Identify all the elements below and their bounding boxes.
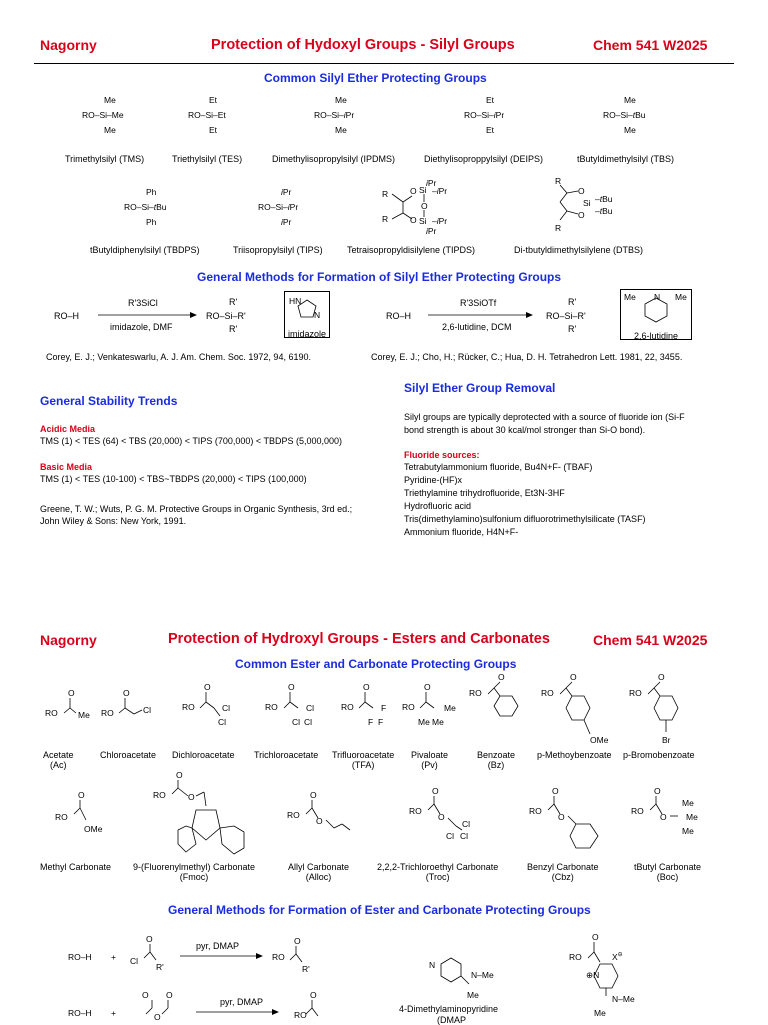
- removal-text-line1: Silyl groups are typically deprotected with a source of fluoride ion (Si-F: [404, 412, 685, 422]
- removal-heading: Silyl Ether Group Removal: [404, 381, 556, 395]
- acidic-label: Acidic Media: [40, 424, 96, 434]
- svg-text:Cl: Cl: [460, 831, 469, 841]
- svg-text:Me: Me: [624, 292, 636, 302]
- svg-text:O: O: [123, 688, 130, 698]
- basic-label: Basic Media: [40, 462, 93, 472]
- svg-text:RO: RO: [55, 812, 68, 822]
- svg-text:RO: RO: [287, 810, 300, 820]
- svg-text:+: +: [111, 952, 116, 962]
- svg-text:O: O: [421, 201, 428, 211]
- svg-text:O: O: [424, 682, 431, 692]
- rxn2-reagent: R'3SiOTf: [460, 298, 497, 308]
- ester-label-pivaloate: Pivaloate (Pv): [411, 750, 449, 770]
- page1-course: Chem 541 W2025: [593, 37, 708, 53]
- svg-text:Me: Me: [418, 717, 430, 727]
- svg-text:O: O: [166, 990, 173, 1000]
- imidazole-box: [284, 291, 330, 338]
- svg-text:O: O: [288, 682, 295, 692]
- svg-text:–tBu: –tBu: [595, 194, 613, 204]
- rxn2-prod-r-top: R': [568, 297, 577, 307]
- svg-text:Ph: Ph: [146, 217, 157, 227]
- fluoride-source-1: Tetrabutylammonium fluoride, Bu4N+F- (TBAF): [404, 462, 593, 472]
- page2-common-heading: Common Ester and Carbonate Protecting Groups: [235, 657, 517, 671]
- svg-text:O: O: [660, 812, 667, 822]
- ester-label-p-methoxybenzoate: p-Methoybenzoate: [537, 750, 612, 760]
- svg-text:O: O: [578, 210, 585, 220]
- silyl-structures-svg: [0, 90, 768, 250]
- svg-text:RO: RO: [469, 688, 482, 698]
- svg-text:Cl: Cl: [130, 956, 139, 966]
- svg-text:Cl: Cl: [292, 717, 301, 727]
- svg-text:iPr: iPr: [281, 217, 292, 227]
- svg-text:iPr: iPr: [426, 178, 437, 188]
- tips-structure: [258, 187, 298, 227]
- carbonate-label-cbz: Benzyl Carbonate (Cbz): [527, 862, 599, 882]
- lutidine-ring-icon: [621, 290, 691, 326]
- basic-trend: TMS (1) < TES (10-100) < TBS~TBDPS (20,000) < TIPS (100,000): [40, 474, 307, 484]
- svg-text:Me: Me: [682, 826, 694, 836]
- page1-title: Protection of Hydoxyl Groups - Silyl Groups: [211, 37, 515, 53]
- svg-text:Br: Br: [662, 735, 671, 745]
- svg-text:R': R': [302, 964, 310, 974]
- svg-text:O: O: [654, 786, 661, 796]
- svg-text:O: O: [310, 790, 317, 800]
- svg-text:R': R': [156, 962, 164, 972]
- svg-text:⊕N: ⊕N: [586, 970, 600, 980]
- silyl-label-ipdms: Dimethylisopropylsilyl (IPDMS): [272, 154, 396, 164]
- imidazole-label: imidazole: [287, 329, 327, 339]
- svg-text:Me: Me: [594, 1008, 606, 1018]
- fluoride-source-2: Pyridine-(HF)x: [404, 475, 463, 485]
- svg-text:Si: Si: [419, 216, 427, 226]
- svg-text:O: O: [204, 682, 211, 692]
- rxn2-arrow: [428, 310, 534, 320]
- tes-structure: [188, 95, 226, 135]
- rxn-a-arrowhead: [256, 953, 263, 959]
- rxn1-prod-r-top: R': [229, 297, 238, 307]
- dtbs-structure: [560, 185, 578, 220]
- lutidine-label: 2,6-lutidine: [633, 331, 679, 341]
- svg-text:OMe: OMe: [84, 824, 103, 834]
- svg-text:RO–Si–tBu: RO–Si–tBu: [603, 110, 646, 120]
- ester-label-trichloroacetate: Trichloroacetate: [254, 750, 319, 760]
- svg-text:O: O: [410, 186, 417, 196]
- rxn1-reagent: R'3SiCl: [128, 298, 158, 308]
- svg-text:F: F: [381, 703, 387, 713]
- fluoride-source-3: Triethylamine trihydrofluoride, Et3N-3HF: [404, 488, 565, 498]
- svg-text:Me: Me: [624, 95, 636, 105]
- svg-text:O: O: [68, 688, 75, 698]
- stability-heading: General Stability Trends: [40, 394, 178, 408]
- svg-text:X⊖: X⊖: [612, 952, 623, 962]
- svg-text:Cl: Cl: [218, 717, 227, 727]
- svg-text:F: F: [378, 717, 384, 727]
- carbonate-label-fmoc: 9-(Fluorenylmethyl) Carbonate (Fmoc): [133, 862, 256, 882]
- svg-text:O: O: [142, 990, 149, 1000]
- imidazole-ring-icon: [285, 292, 329, 324]
- fluoride-source-6: Ammonium fluoride, H4N+F-: [404, 527, 519, 537]
- svg-text:N–Me: N–Me: [471, 970, 494, 980]
- silyl-label-tips: Triisopropylsilyl (TIPS): [233, 245, 323, 255]
- removal-text-line2: bond strength is about 30 kcal/mol stronger than Si-O bond).: [404, 425, 646, 435]
- ester-label-dichloroacetate: Dichloroacetate: [172, 750, 235, 760]
- svg-text:R: R: [555, 176, 562, 186]
- svg-text:RO–Si–iPr: RO–Si–iPr: [314, 110, 355, 120]
- svg-text:O: O: [188, 792, 195, 802]
- svg-text:RO: RO: [294, 1010, 307, 1020]
- silyl-label-tbdps: tButyldiphenylsilyl (TBDPS): [90, 245, 200, 255]
- svg-text:iPr: iPr: [426, 226, 437, 236]
- svg-text:Me: Me: [444, 703, 456, 713]
- rxn1-arrow: [98, 310, 198, 320]
- ref-corey-1981: Corey, E. J.; Cho, H.; Rücker, C.; Hua, D. H. Tetrahedron Lett. 1981, 22, 3455.: [371, 352, 683, 362]
- tms-structure: [82, 95, 124, 135]
- rxn-b-arrowhead: [272, 1009, 279, 1015]
- svg-text:O: O: [552, 786, 559, 796]
- ester-label-trifluoroacetate: Trifluoroacetate (TFA): [332, 750, 395, 770]
- svg-text:Cl: Cl: [462, 819, 471, 829]
- svg-text:RO: RO: [629, 688, 642, 698]
- ester-label-benzoate: Benzoate (Bz): [477, 750, 516, 770]
- svg-text:RO–Si–iPr: RO–Si–iPr: [258, 202, 299, 212]
- silyl-label-tipds: Tetraisopropyldisilylene (TIPDS): [347, 245, 476, 255]
- page2-author: Nagorny: [40, 632, 97, 648]
- svg-text:RO–Si–iPr: RO–Si–iPr: [464, 110, 505, 120]
- svg-text:Me: Me: [467, 990, 479, 1000]
- svg-text:RO–Si–Me: RO–Si–Me: [82, 110, 124, 120]
- fluoride-source-5: Tris(dimethylamino)sulfonium difluorotrimethylsilicate (TASF): [404, 514, 646, 524]
- svg-text:O: O: [558, 812, 565, 822]
- rxn2-prod-r-bottom: R': [568, 324, 577, 334]
- lutidine-box: [620, 289, 692, 340]
- rxn2-conditions: 2,6-lutidine, DCM: [442, 322, 512, 332]
- svg-text:O: O: [310, 990, 317, 1000]
- svg-text:Me: Me: [104, 125, 116, 135]
- svg-text:RO: RO: [45, 708, 58, 718]
- svg-text:O: O: [363, 682, 370, 692]
- carbonate-label-methyl: Methyl Carbonate: [40, 862, 112, 872]
- silyl-label-tbs: tButyldimethylsilyl (TBS): [577, 154, 675, 164]
- tbdps-structure: [124, 187, 167, 227]
- svg-text:Cl: Cl: [222, 703, 231, 713]
- svg-text:N: N: [429, 960, 436, 970]
- svg-text:Et: Et: [486, 95, 495, 105]
- svg-text:RO: RO: [569, 952, 582, 962]
- svg-text:Me: Me: [335, 125, 347, 135]
- page1-common-heading: Common Silyl Ether Protecting Groups: [264, 71, 487, 85]
- svg-text:RO: RO: [529, 806, 542, 816]
- svg-text:+: +: [111, 1008, 116, 1018]
- svg-text:Et: Et: [209, 95, 218, 105]
- svg-text:RO: RO: [541, 688, 554, 698]
- rxn-b-conditions: pyr, DMAP: [220, 997, 264, 1007]
- svg-text:Cl: Cl: [446, 831, 455, 841]
- rxn1-conditions: imidazole, DMF: [110, 322, 173, 332]
- svg-text:Cl: Cl: [143, 705, 152, 715]
- svg-text:Et: Et: [486, 125, 495, 135]
- svg-text:O: O: [146, 934, 153, 944]
- svg-text:O: O: [176, 770, 183, 780]
- svg-text:RO: RO: [265, 702, 278, 712]
- rxn1-product: RO–Si–R': [206, 311, 246, 321]
- svg-text:O: O: [154, 1012, 161, 1022]
- svg-text:O: O: [438, 812, 445, 822]
- svg-text:Me: Me: [104, 95, 116, 105]
- svg-text:RO: RO: [409, 806, 422, 816]
- svg-text:–iPr: –iPr: [432, 216, 448, 226]
- ester-label-acetate: Acetate (Ac): [43, 750, 74, 770]
- tbs-structure: [603, 95, 646, 135]
- svg-text:Si: Si: [583, 198, 591, 208]
- dmap-label: 4-Dimethylaminopyridine: [399, 1004, 499, 1014]
- acidic-trend: TMS (1) < TES (64) < TBS (20,000) < TIPS (700,000) < TBDPS (5,000,000): [40, 436, 342, 446]
- svg-text:O: O: [578, 186, 585, 196]
- rxn2-product: RO–Si–R': [546, 311, 586, 321]
- rxn2-sm: RO–H: [386, 311, 412, 321]
- svg-text:RO–H: RO–H: [68, 952, 92, 962]
- svg-text:N: N: [654, 292, 661, 302]
- svg-text:RO: RO: [402, 702, 415, 712]
- svg-text:RO–H: RO–H: [68, 1008, 92, 1018]
- svg-text:Me: Me: [682, 798, 694, 808]
- carbonate-label-alloc: Allyl Carbonate (Alloc): [288, 862, 350, 882]
- svg-text:Si: Si: [419, 185, 427, 195]
- page1-methods-heading: General Methods for Formation of Silyl Ether Protecting Groups: [197, 270, 562, 284]
- ref-corey-1972: Corey, E. J.; Venkateswarlu, A. J. Am. Chem. Soc. 1972, 94, 6190.: [46, 352, 311, 362]
- svg-text:RO: RO: [631, 806, 644, 816]
- svg-text:OMe: OMe: [590, 735, 609, 745]
- rxn-a-conditions: pyr, DMAP: [196, 941, 240, 951]
- svg-text:RO–Si–Et: RO–Si–Et: [188, 110, 226, 120]
- page2-course: Chem 541 W2025: [593, 632, 708, 648]
- svg-text:Cl: Cl: [304, 717, 313, 727]
- fluoride-source-4: Hydrofluoric acid: [404, 501, 472, 511]
- ester-label-p-bromobenzoate: p-Bromobenzoate: [623, 750, 695, 760]
- page1-author: Nagorny: [40, 37, 97, 53]
- carbonate-label-troc: 2,2,2-Trichloroethyl Carbonate (Troc): [377, 862, 499, 882]
- page2-title: Protection of Hydroxyl Groups - Esters and Carbonates: [168, 631, 550, 647]
- svg-text:Me: Me: [686, 812, 698, 822]
- svg-text:R: R: [382, 189, 389, 199]
- svg-text:O: O: [78, 790, 85, 800]
- svg-text:Me: Me: [335, 95, 347, 105]
- fluoride-label: Fluoride sources:: [404, 450, 480, 460]
- svg-text:O: O: [570, 672, 577, 682]
- silyl-label-dtbs: Di-tbutyldimethylsilylene (DTBS): [514, 245, 644, 255]
- ester-label-chloroacetate: Chloroacetate: [100, 750, 157, 760]
- page1-divider: [34, 63, 734, 64]
- svg-text:RO: RO: [153, 790, 166, 800]
- tipds-text: [382, 178, 447, 236]
- svg-text:–iPr: –iPr: [432, 186, 448, 196]
- ipdms-structure: [314, 95, 354, 135]
- svg-text:O: O: [658, 672, 665, 682]
- svg-text:RO: RO: [182, 702, 195, 712]
- ester-formation-svg: [0, 930, 768, 1024]
- svg-text:RO: RO: [272, 952, 285, 962]
- svg-text:Et: Et: [209, 125, 218, 135]
- svg-text:RO: RO: [101, 708, 114, 718]
- svg-text:O: O: [294, 936, 301, 946]
- deips-structure: [464, 95, 504, 135]
- svg-text:O: O: [432, 786, 439, 796]
- dmap-abbr: (DMAP: [437, 1015, 466, 1025]
- svg-text:R: R: [555, 223, 562, 233]
- svg-text:–tBu: –tBu: [595, 206, 613, 216]
- rxn1-prod-r-bottom: R': [229, 324, 238, 334]
- greene-ref-line2: John Wiley & Sons: New York, 1991.: [40, 516, 187, 526]
- dtbs-text: [555, 176, 613, 233]
- svg-text:Ph: Ph: [146, 187, 157, 197]
- page2-methods-heading: General Methods for Formation of Ester and Carbonate Protecting Groups: [168, 903, 591, 917]
- svg-text:O: O: [592, 932, 599, 942]
- svg-text:HN: HN: [289, 296, 302, 306]
- svg-text:O: O: [316, 816, 323, 826]
- svg-text:N: N: [314, 310, 321, 320]
- silyl-label-tms: Trimethylsilyl (TMS): [65, 154, 145, 164]
- svg-text:Me: Me: [675, 292, 687, 302]
- svg-text:N–Me: N–Me: [612, 994, 635, 1004]
- svg-text:Me: Me: [432, 717, 444, 727]
- silyl-label-tes: Triethylsilyl (TES): [172, 154, 243, 164]
- svg-text:RO: RO: [341, 702, 354, 712]
- svg-text:Me: Me: [624, 125, 636, 135]
- silyl-label-deips: Diethylisoproppylsilyl (DEIPS): [424, 154, 544, 164]
- carbonate-label-boc: tButyl Carbonate (Boc): [634, 862, 702, 882]
- svg-text:O: O: [498, 672, 505, 682]
- svg-text:F: F: [368, 717, 374, 727]
- rxn1-sm: RO–H: [54, 311, 80, 321]
- svg-text:RO–Si–tBu: RO–Si–tBu: [124, 202, 167, 212]
- greene-ref-line1: Greene, T. W.; Wuts, P. G. M. Protective Groups in Organic Synthesis, 3rd ed.;: [40, 504, 353, 514]
- svg-text:O: O: [410, 215, 417, 225]
- svg-text:Cl: Cl: [306, 703, 315, 713]
- svg-text:Me: Me: [78, 710, 90, 720]
- svg-text:iPr: iPr: [281, 187, 292, 197]
- svg-text:R: R: [382, 214, 389, 224]
